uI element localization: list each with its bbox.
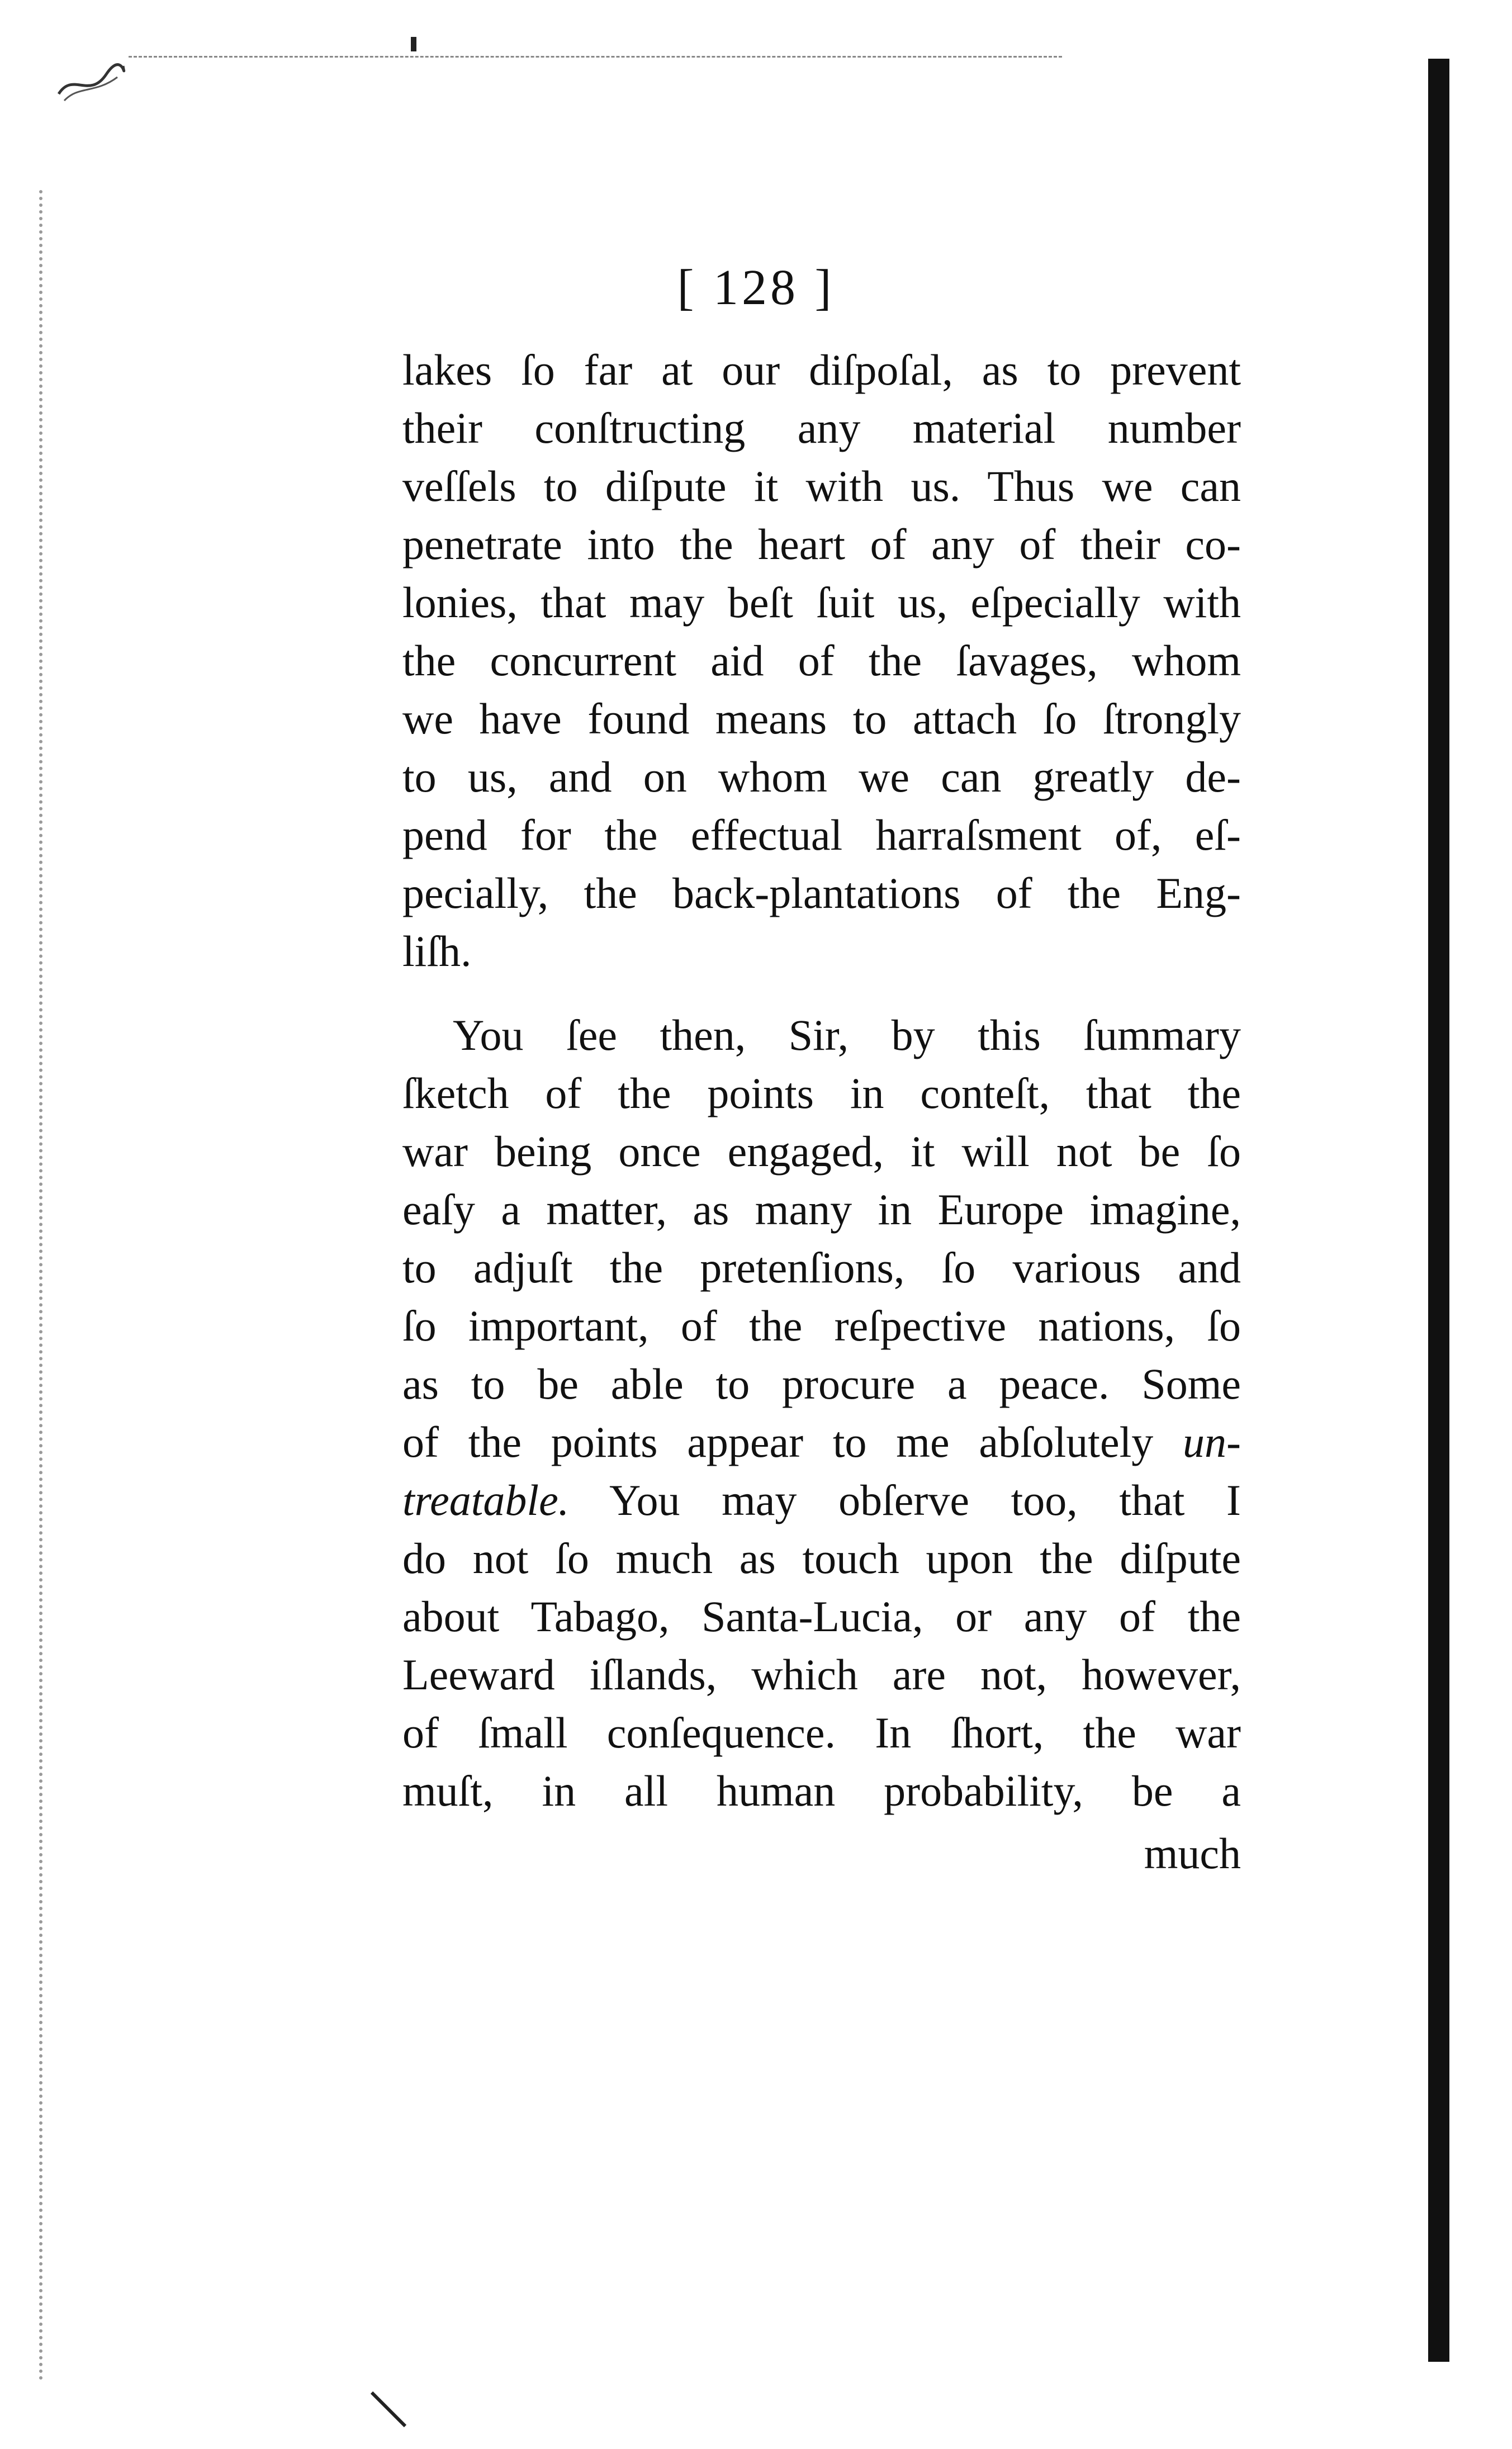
text-line: of ſmall conſequence. In ſhort, the war — [402, 1708, 1241, 1757]
text-line: ſo important, of the reſpective nations, ſo — [402, 1301, 1241, 1350]
scan-bottom-stroke — [366, 2387, 416, 2432]
text-segment: You may obſerve too, that I — [609, 1476, 1241, 1524]
text-line — [402, 1413, 1241, 1471]
text-line: the concurrent aid of the ſavages, whom — [402, 636, 1241, 685]
text-line: do not ſo much as touch upon the diſpute — [402, 1534, 1241, 1583]
text-line: Leeward iſlands, which are not, however, — [402, 1650, 1241, 1699]
text-line: penetrate into the heart of any of their co- — [402, 520, 1241, 569]
text-line: muſt, in all human probability, be a — [402, 1766, 1241, 1815]
text-line — [402, 1471, 1241, 1529]
text-line: about Tabago, Santa-Lucia, or any of the — [402, 1592, 1241, 1641]
text-line: liſh. — [402, 927, 472, 975]
corner-scribble-mark — [56, 60, 129, 105]
scan-left-edge — [39, 190, 65, 2381]
text-line: we have found means to attach ſo ſtrongly — [402, 694, 1241, 743]
scan-top-rule — [129, 56, 1062, 58]
text-line: to adjuſt the pretenſions, ſo various and — [402, 1243, 1241, 1292]
text-segment: of the points appear to me abſolutely — [402, 1418, 1154, 1466]
text-line: ſketch of the points in conteſt, that the — [402, 1069, 1241, 1117]
text-line: lonies, that may beſt ſuit us, eſpecially with — [402, 578, 1241, 627]
text-line: their conſtructing any material number — [402, 404, 1241, 452]
body-text — [402, 341, 1241, 1883]
text-line: eaſy a matter, as many in Europe imagine, — [402, 1185, 1241, 1234]
text-line: veſſels to diſpute it with us. Thus we can — [402, 462, 1241, 510]
text-line: war being once engaged, it will not be ſo — [402, 1127, 1241, 1176]
paragraph-gap — [402, 980, 1241, 1006]
catchword: much — [1144, 1829, 1241, 1878]
italic-segment: un- — [1183, 1418, 1241, 1466]
text-line: You ſee then, Sir, by this ſummary — [453, 1011, 1241, 1059]
page-number: [ 128 ] — [677, 260, 835, 315]
text-line: lakes ſo far at our diſpoſal, as to prevent — [402, 345, 1241, 394]
text-line: to us, and on whom we can greatly de- — [402, 752, 1241, 801]
text-line: pecially, the back-plantations of the Eng- — [402, 869, 1241, 917]
text-line: pend for the effectual harraſsment of, eſ- — [402, 811, 1241, 859]
italic-segment: treatable. — [402, 1476, 570, 1524]
scan-mark — [411, 37, 416, 51]
text-line: as to be able to procure a peace. Some — [402, 1359, 1241, 1408]
scan-right-edge — [1428, 59, 1449, 2362]
